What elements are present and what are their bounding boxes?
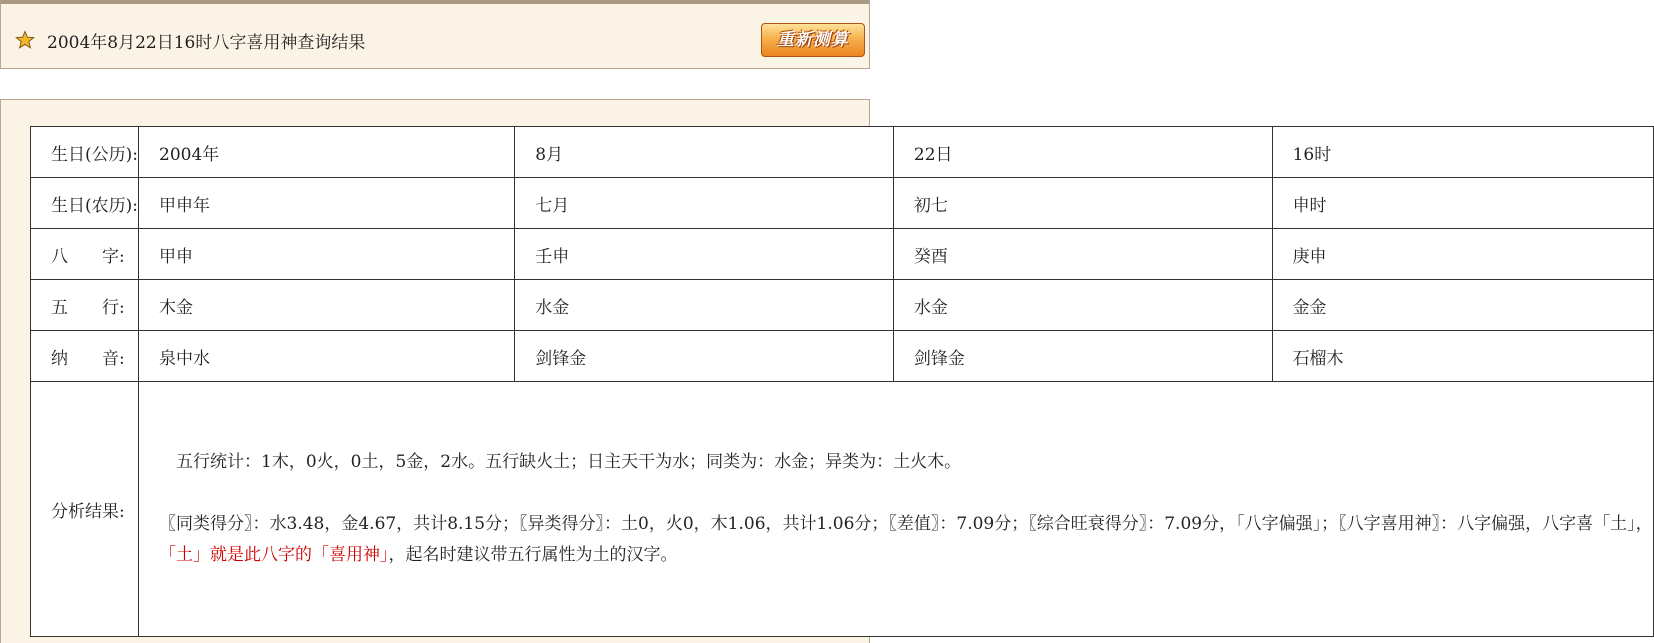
table-row-bazi <box>31 229 1654 280</box>
table-cell: 8月 <box>515 127 894 178</box>
table-cell: 2004年 <box>139 127 515 178</box>
table-row-solar <box>31 127 1654 178</box>
row-label: 分析结果: <box>31 382 139 637</box>
xiyongshen-highlight: 「土」就是此八字的「喜用神」 <box>159 545 389 565</box>
table-cell: 庚申 <box>1272 229 1653 280</box>
table-row-analysis <box>31 382 1654 637</box>
row-label: 生日(公历): <box>31 127 139 178</box>
row-label-char: 行: <box>102 297 125 318</box>
row-label-char: 八 <box>51 246 68 267</box>
row-label: 生日(农历): <box>31 178 139 229</box>
table-cell: 16时 <box>1272 127 1653 178</box>
spacer <box>0 69 870 99</box>
table-cell: 水金 <box>893 280 1272 331</box>
analysis-stats <box>159 447 1653 478</box>
star-icon <box>15 30 35 50</box>
table-cell: 石榴木 <box>1272 331 1653 382</box>
table-cell: 七月 <box>515 178 894 229</box>
table-cell: 22日 <box>893 127 1272 178</box>
analysis-text <box>139 382 1654 637</box>
table-cell: 甲申年 <box>139 178 515 229</box>
table-cell: 壬申 <box>515 229 894 280</box>
table-row-wuxing <box>31 280 1654 331</box>
recalculate-button[interactable]: 重新测算 <box>761 23 865 57</box>
table-cell: 泉中水 <box>139 331 515 382</box>
analysis-line: 〖同类得分〗：水3.48，金4.67，共计8.15分；〖异类得分〗：土0，火0，木1.06，共计1.06分；〖差值〗：7.09分；〖综合旺衰得分〗：7.09分，「八字偏强」；〖八字喜用神〗：八字偏强，八字喜「土」， <box>159 514 1653 534</box>
analysis-line: 五行统计：1木，0火，0土，5金，2水。五行缺火土；日主天干为水；同类为：水金；异类为：土火木。 <box>176 452 962 472</box>
table-cell: 水金 <box>515 280 894 331</box>
table-row-lunar <box>31 178 1654 229</box>
row-label-char: 字: <box>102 246 125 267</box>
page-title: 2004年8月22日16时八字喜用神查询结果 <box>47 33 366 53</box>
table-cell: 金金 <box>1272 280 1653 331</box>
row-label <box>31 229 139 280</box>
table-cell: 癸酉 <box>893 229 1272 280</box>
row-label <box>31 331 139 382</box>
table-cell: 甲申 <box>139 229 515 280</box>
row-label-char: 纳 <box>51 348 68 369</box>
row-label-char: 音: <box>102 348 125 369</box>
table-cell: 初七 <box>893 178 1272 229</box>
analysis-scores <box>159 509 1653 571</box>
table-cell: 申时 <box>1272 178 1653 229</box>
table-cell: 剑锋金 <box>515 331 894 382</box>
header-bar <box>0 0 870 69</box>
row-label <box>31 280 139 331</box>
table-cell: 剑锋金 <box>893 331 1272 382</box>
table-cell: 木金 <box>139 280 515 331</box>
analysis-line: ，起名时建议带五行属性为土的汉字。 <box>388 545 678 565</box>
bazi-table <box>30 126 1654 637</box>
row-label-char: 五 <box>51 297 68 318</box>
table-row-nayin <box>31 331 1654 382</box>
